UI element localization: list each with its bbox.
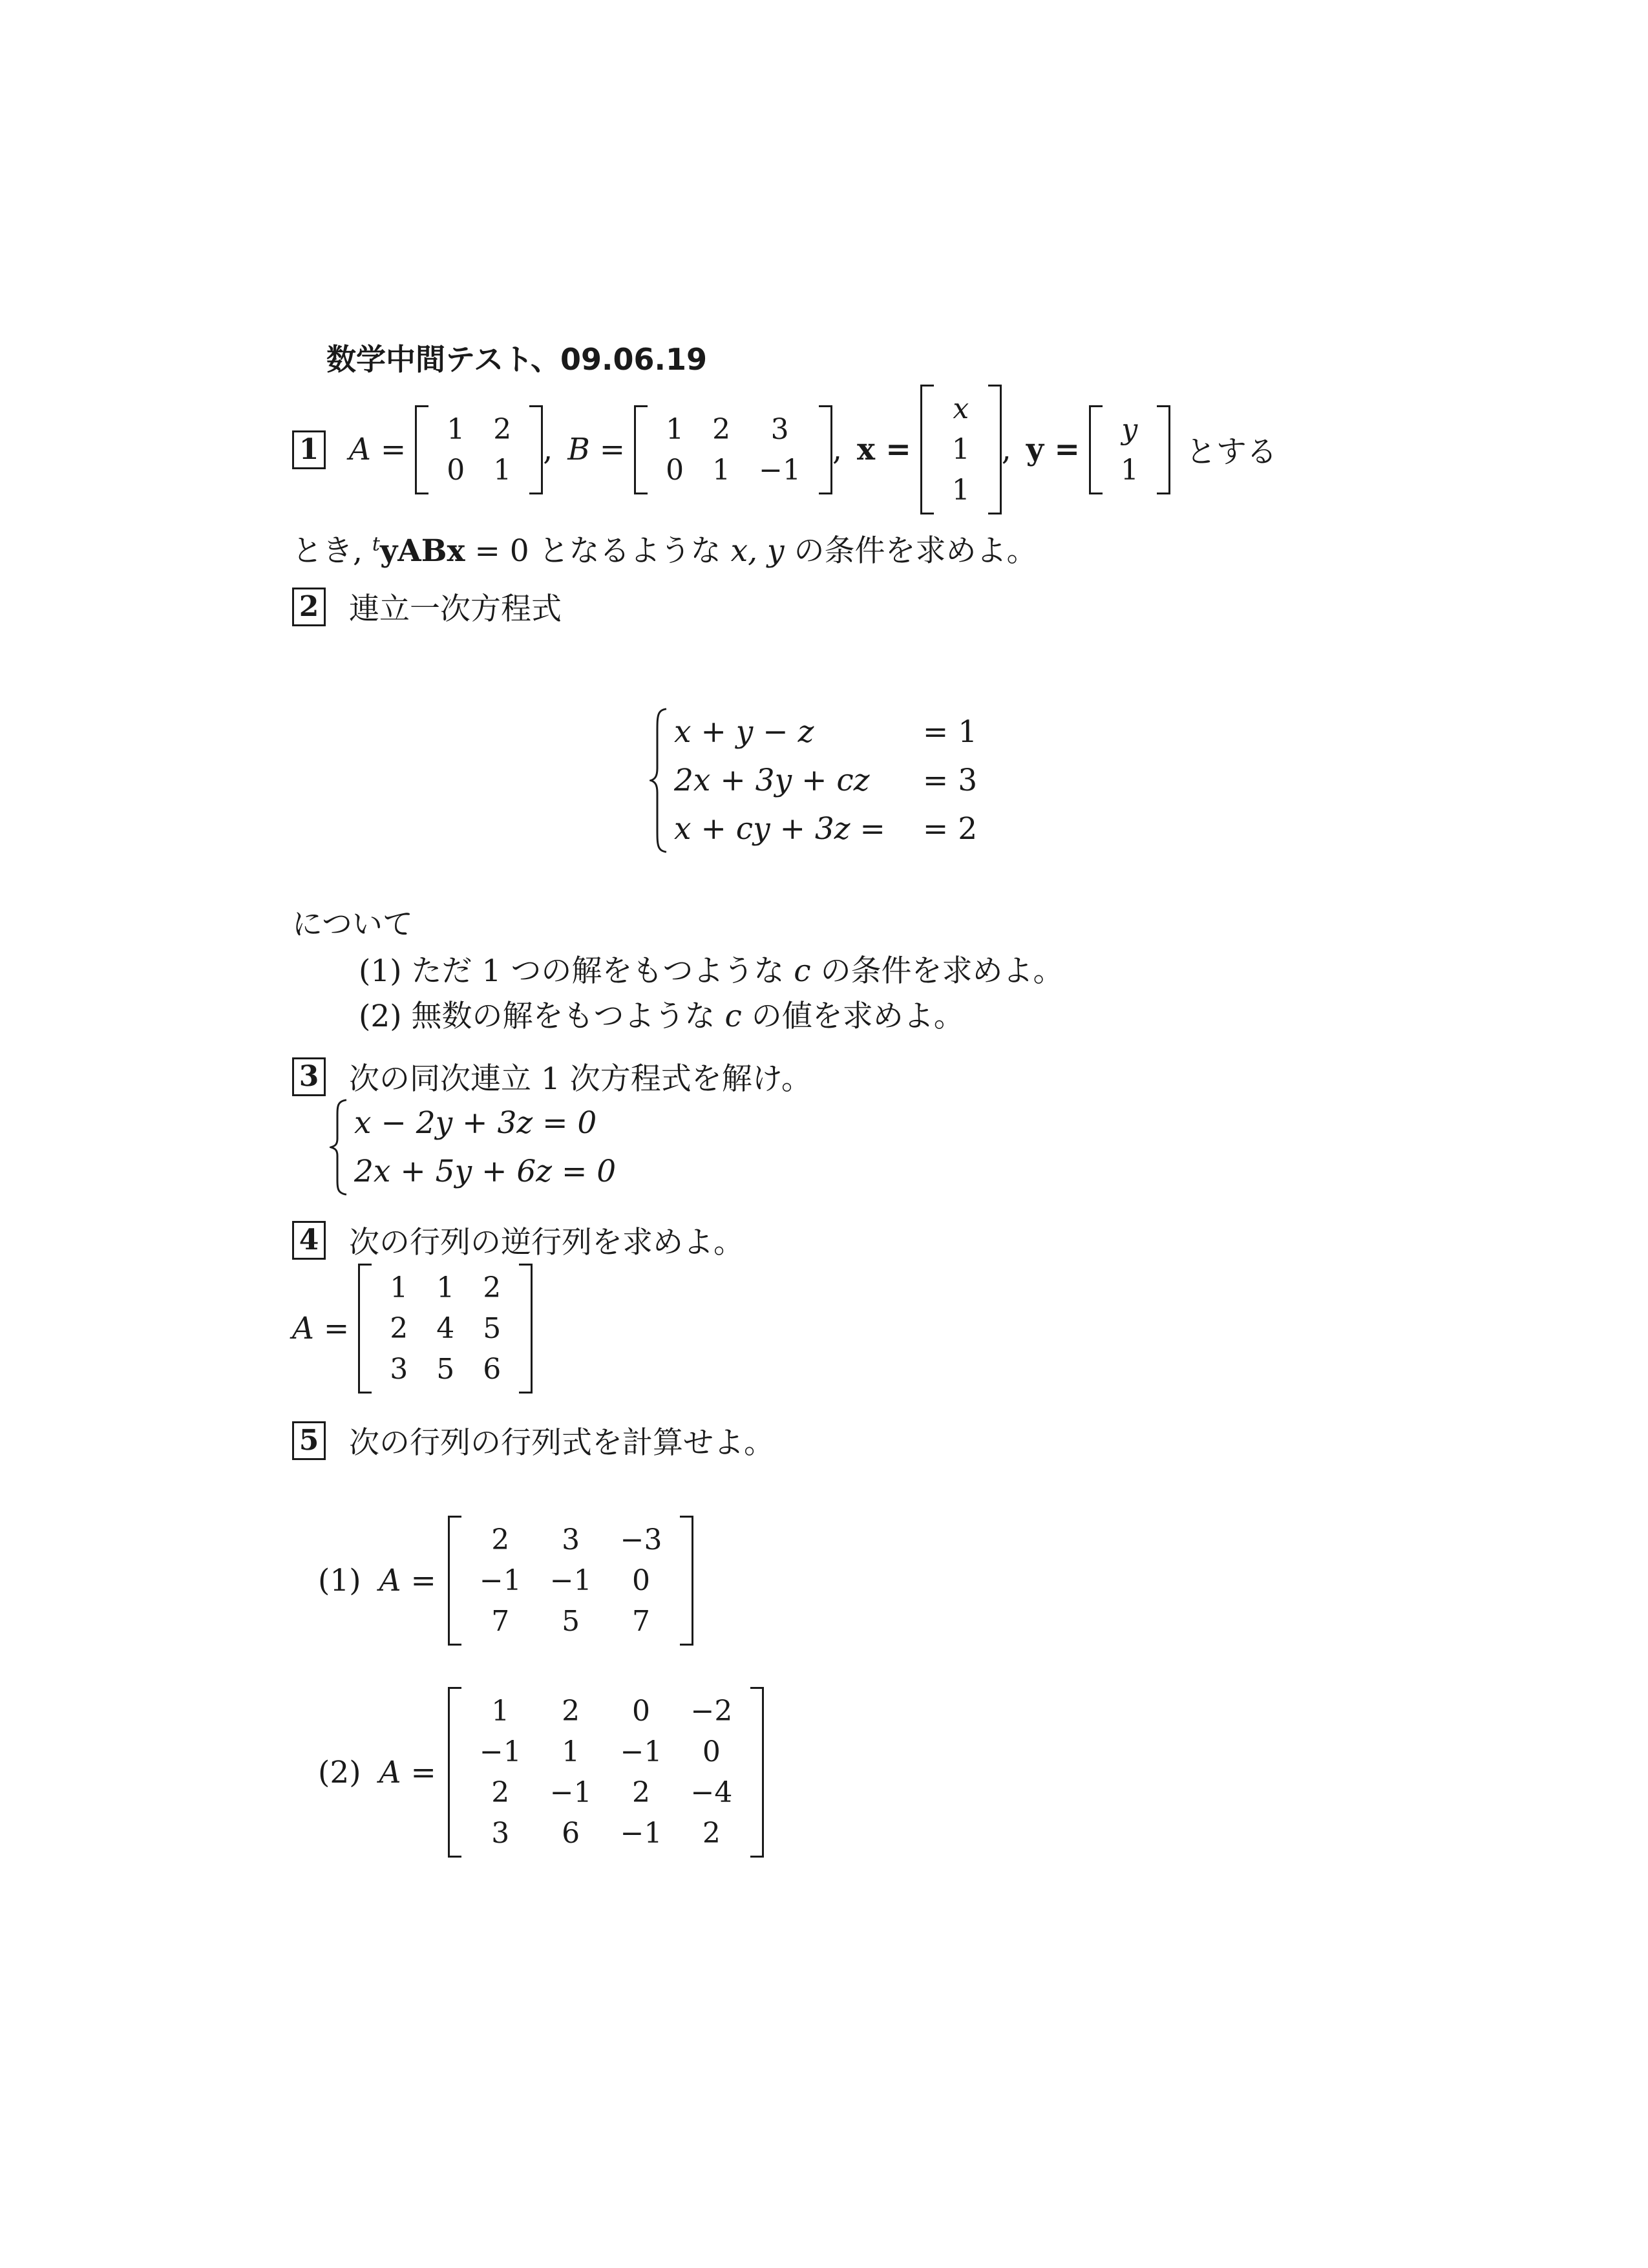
equation-row	[669, 756, 982, 805]
matrix-row	[465, 1560, 677, 1601]
matrix-A-label: A =	[379, 1563, 436, 1598]
matrix-cell: 6	[483, 1353, 502, 1386]
equation-rhs: = 3	[922, 763, 978, 798]
matrix-cell: 2	[493, 412, 512, 446]
matrix-cell: 2	[390, 1312, 408, 1345]
sub-2-text: 無数の解をもつような	[411, 999, 715, 1034]
matrix-A-label: A =	[379, 1754, 436, 1790]
matrix-cell: y	[1121, 412, 1138, 446]
question-2-about: について	[292, 907, 414, 942]
equation: x − 2y + 3z = 0	[354, 1105, 597, 1141]
question-2-sub-2	[359, 992, 964, 1035]
equation-rhs: = 1	[922, 714, 978, 750]
left-brace	[330, 1099, 349, 1196]
matrix-cell: −1	[549, 1776, 592, 1809]
matrix-cell: 0	[632, 1695, 651, 1728]
matrix-cell: 2	[702, 1817, 721, 1850]
matrix-row	[938, 388, 984, 429]
equation-lhs: x + cy + 3z =	[674, 811, 885, 847]
matrix-cell: 5	[436, 1353, 455, 1386]
matrix-cell: 1	[447, 412, 465, 446]
matrix-cell: 1	[951, 474, 970, 507]
part-2-label: (2)	[318, 1754, 361, 1790]
matrix-cell: 0	[447, 453, 465, 487]
matrix-cell: −1	[620, 1817, 662, 1850]
matrix-row	[465, 1732, 747, 1772]
matrix-row	[938, 429, 984, 470]
matrix-A-label: A =	[349, 432, 407, 467]
page-title: 数学中間テスト、09.06.19	[326, 342, 708, 377]
question-1-condition	[292, 527, 1037, 570]
question-4-heading	[292, 1218, 744, 1262]
matrix-row	[465, 1772, 747, 1813]
matrix-cell: 5	[483, 1312, 502, 1345]
matrix-cell: 1	[712, 453, 731, 487]
matrix-cell: 7	[632, 1605, 651, 1638]
matrix-cell: x	[953, 392, 969, 425]
question-5-part-2	[318, 1687, 764, 1858]
matrix-cell: 3	[491, 1817, 510, 1850]
matrix-part-1	[448, 1516, 694, 1646]
matrix-cell: 0	[666, 453, 684, 487]
matrix-cell: 7	[491, 1605, 510, 1638]
separator-comma: ,	[543, 432, 553, 467]
matrix-cell: 2	[491, 1776, 510, 1809]
matrix-cell: 0	[702, 1735, 721, 1768]
question-2-sub-1	[359, 947, 1064, 990]
sub-1-text: ただ 1 つの解をもつような	[411, 953, 785, 989]
matrix-row	[465, 1520, 677, 1560]
matrix-cell: −3	[620, 1523, 662, 1556]
part-1-label: (1)	[318, 1563, 361, 1598]
matrix-A	[358, 1264, 533, 1394]
matrix-cell: 1	[436, 1271, 455, 1304]
question-5-number: 5	[292, 1421, 326, 1460]
separator-comma: ,	[832, 432, 842, 467]
matrix-B	[634, 405, 832, 494]
equation-row	[349, 1147, 621, 1196]
matrix-B-label: B =	[567, 432, 626, 467]
sub-1-suffix: の条件を求めよ。	[820, 953, 1064, 989]
matrix-row	[432, 450, 525, 491]
matrix-cell: 1	[562, 1735, 580, 1768]
matrix-row	[375, 1267, 515, 1308]
matrix-cell: −1	[479, 1564, 522, 1597]
matrix-cell: 2	[483, 1271, 502, 1304]
left-brace	[650, 708, 669, 853]
matrix-cell: 3	[390, 1353, 408, 1386]
separator-comma: ,	[1001, 432, 1011, 467]
matrix-cell: 1	[390, 1271, 408, 1304]
matrix-row	[465, 1813, 747, 1854]
matrix-cell: 1	[666, 412, 684, 446]
sub-2-number: (2)	[359, 999, 402, 1034]
vector-y-label: y =	[1026, 432, 1080, 467]
matrix-row	[651, 450, 815, 491]
matrix-cell: 3	[562, 1523, 580, 1556]
matrix-row	[1106, 409, 1153, 450]
product-vector-x: x	[447, 533, 465, 569]
matrix-row	[375, 1349, 515, 1390]
sub-1-variable: c	[794, 953, 811, 989]
condition-prefix: とき,	[292, 533, 363, 569]
matrix-cell: −4	[690, 1776, 733, 1809]
matrix-row	[465, 1691, 747, 1732]
question-2-title: 連立一次方程式	[349, 591, 562, 627]
matrix-cell: −1	[759, 453, 801, 487]
condition-equation: = 0 となるような	[465, 533, 721, 569]
question-4-matrix-line	[292, 1264, 533, 1394]
product-expression: yAB	[379, 533, 447, 569]
question-1-statement	[292, 385, 1277, 514]
matrix-row	[651, 409, 815, 450]
matrix-cell: 1	[951, 433, 970, 466]
question-2-number: 2	[292, 588, 326, 626]
matrix-cell: 2	[562, 1695, 580, 1728]
matrix-cell: 3	[770, 412, 789, 446]
question-4-title: 次の行列の逆行列を求めよ。	[349, 1225, 744, 1260]
matrix-cell: 2	[712, 412, 731, 446]
sub-2-variable: c	[724, 999, 742, 1034]
question-4-number: 4	[292, 1221, 326, 1260]
matrix-cell: 6	[562, 1817, 580, 1850]
matrix-cell: 1	[1120, 453, 1139, 487]
sub-1-number: (1)	[359, 953, 402, 989]
question-3-title: 次の同次連立 1 次方程式を解け。	[349, 1061, 812, 1097]
question-5-part-1	[318, 1516, 693, 1646]
matrix-row	[465, 1601, 677, 1642]
matrix-cell: −1	[479, 1735, 522, 1768]
question-3-number: 3	[292, 1057, 326, 1096]
matrix-A	[415, 405, 543, 494]
equation-rhs: = 2	[922, 811, 978, 847]
matrix-row	[375, 1308, 515, 1349]
matrix-cell: 2	[491, 1523, 510, 1556]
question-3-system	[330, 1099, 621, 1196]
vector-x	[920, 385, 1002, 514]
matrix-cell: 1	[491, 1695, 510, 1728]
sub-2-suffix: の値を求めよ。	[751, 999, 964, 1034]
equation-row	[349, 1099, 621, 1147]
matrix-cell: 4	[436, 1312, 455, 1345]
condition-suffix: の条件を求めよ。	[794, 533, 1037, 569]
matrix-part-2	[448, 1687, 765, 1858]
equation-row	[669, 805, 982, 853]
question-1-number: 1	[292, 430, 326, 469]
equation-row	[669, 708, 982, 756]
condition-variables: x, y	[730, 533, 785, 569]
matrix-cell: 5	[562, 1605, 580, 1638]
question-2-system	[650, 708, 982, 853]
matrix-row	[1106, 450, 1153, 491]
vector-x-label: x =	[857, 432, 911, 467]
matrix-cell: −1	[549, 1564, 592, 1597]
question-1-tail: とする	[1185, 434, 1277, 470]
matrix-row	[938, 470, 984, 511]
matrix-cell: −2	[690, 1695, 733, 1728]
equation-lhs: 2x + 3y + cz	[674, 763, 870, 798]
matrix-cell: 1	[493, 453, 512, 487]
equation: 2x + 5y + 6z = 0	[354, 1154, 617, 1189]
matrix-cell: 0	[632, 1564, 651, 1597]
transpose-mark: t	[372, 533, 380, 556]
matrix-row	[432, 409, 525, 450]
question-5-title: 次の行列の行列式を計算せよ。	[349, 1425, 774, 1461]
matrix-cell: −1	[620, 1735, 662, 1768]
question-2-heading	[292, 585, 562, 628]
question-5-heading	[292, 1419, 774, 1462]
vector-y	[1089, 405, 1170, 494]
matrix-cell: 2	[632, 1776, 651, 1809]
matrix-A-label: A =	[292, 1311, 350, 1346]
question-3-heading	[292, 1055, 812, 1098]
equation-lhs: x + y − z	[674, 714, 814, 750]
